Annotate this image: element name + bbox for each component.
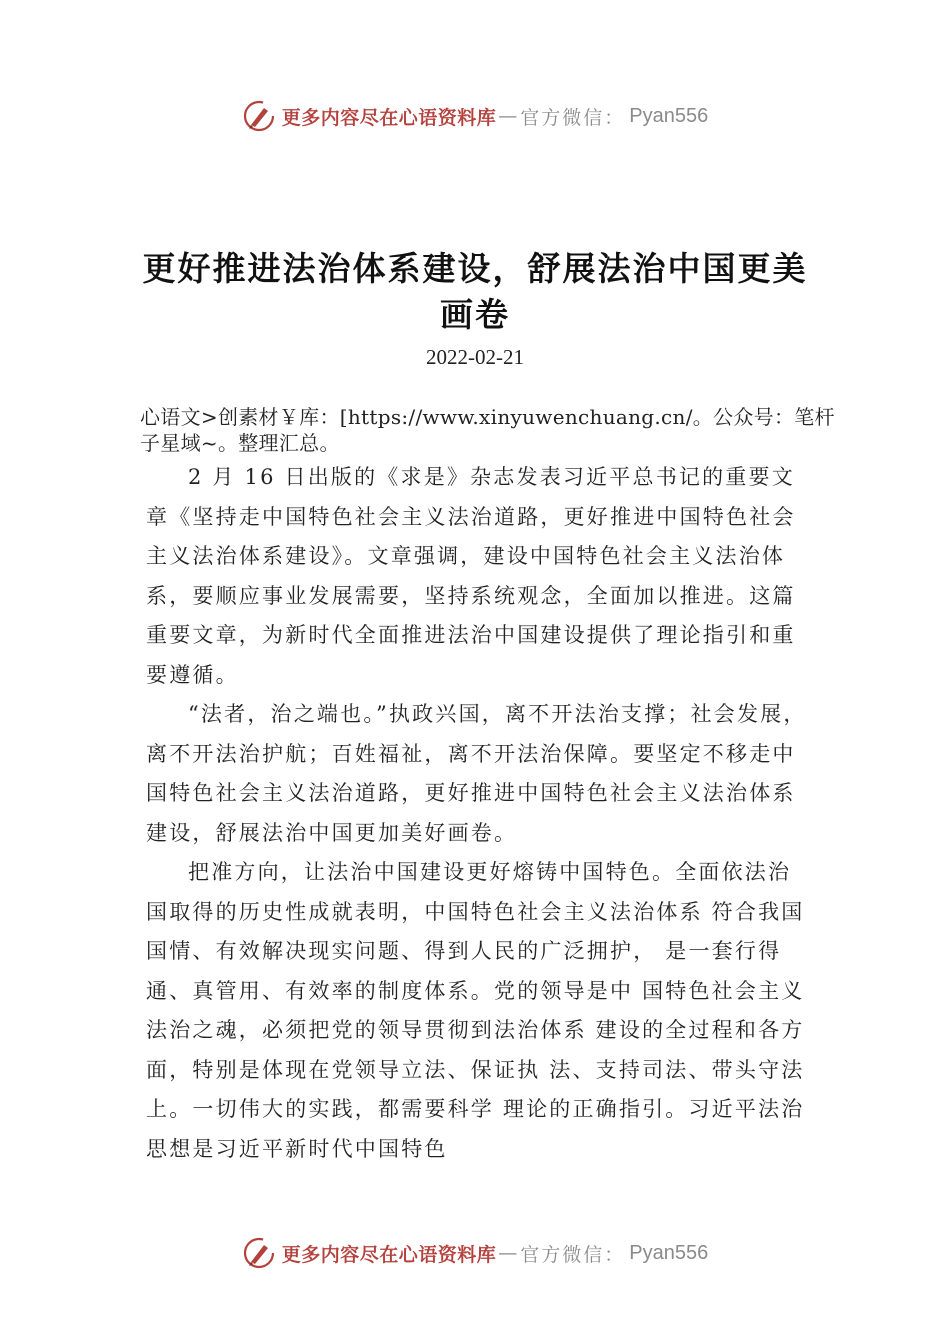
banner-separator: — <box>498 1242 519 1264</box>
banner-main-text: 更多内容尽在心语资料库 <box>281 106 497 129</box>
paragraph-2: “法者，治之端也。”执政兴国，离不开法治支撑；社会发展，离不开法治护航；百姓福祉，离不开法治保障。要坚定不移走中国特色社会主义法治道路，更好推进中国特色社会主义法治体系建设，舒展法治中国更加美好画卷。 <box>146 702 807 845</box>
banner-wechat-label: 官方微信： <box>520 1243 626 1266</box>
banner-wechat-id: Pyan556 <box>629 1241 709 1264</box>
banner-main-text: 更多内容尽在心语资料库 <box>281 1243 497 1266</box>
pen-logo-icon <box>242 1236 276 1270</box>
article-title: 更好推进法治体系建设，舒展法治中国更美画卷 <box>142 249 808 334</box>
banner-wechat-label: 官方微信： <box>520 106 626 129</box>
banner-wechat-id: Pyan556 <box>629 104 709 127</box>
banner-separator: — <box>498 105 519 127</box>
article-date: 2022-02-21 <box>426 345 524 369</box>
paragraph-3: 把准方向，让法治中国建设更好熔铸中国特色。全面依法治国取得的历史性成就表明，中国特色社会主义法治体系 符合我国国情、有效解决现实问题、得到人民的广泛拥护， 是一套行得通、真管用、有效率的制度体系。党的领导是中 国特色社会主义法治之魂，必须把党的领导贯彻到法治体系 建设的全过程和各方面，特别是体现在党领导立法、保证执 法、支持司法、带头守法上。一切伟大的实践，都需要科学 理论的正确指引。习近平法治思想是习近平新时代中国特色 <box>146 860 805 1161</box>
paragraph-1: 2 月 16 日出版的《求是》杂志发表习近平总书记的重要文章《坚持走中国特色社会主义法治道路，更好推进中国特色社会主义法治体系建设》。文章强调，建设中国特色社会主义法治体系，要顺应事业发展需要，坚持系统观念，全面加以推进。这篇重要文章，为新时代全面推进法治中国建设提供了理论指引和重要遵循。 <box>146 465 796 687</box>
article-body <box>146 458 814 1169</box>
pen-logo-icon <box>242 99 276 133</box>
footer-banner <box>0 1231 950 1275</box>
header-banner <box>0 94 950 138</box>
source-line: 心语文>创素材￥库：[https://www.xinyuwenchuang.cn/。公众号：笔杆子星域~。整理汇总。 <box>140 405 835 455</box>
